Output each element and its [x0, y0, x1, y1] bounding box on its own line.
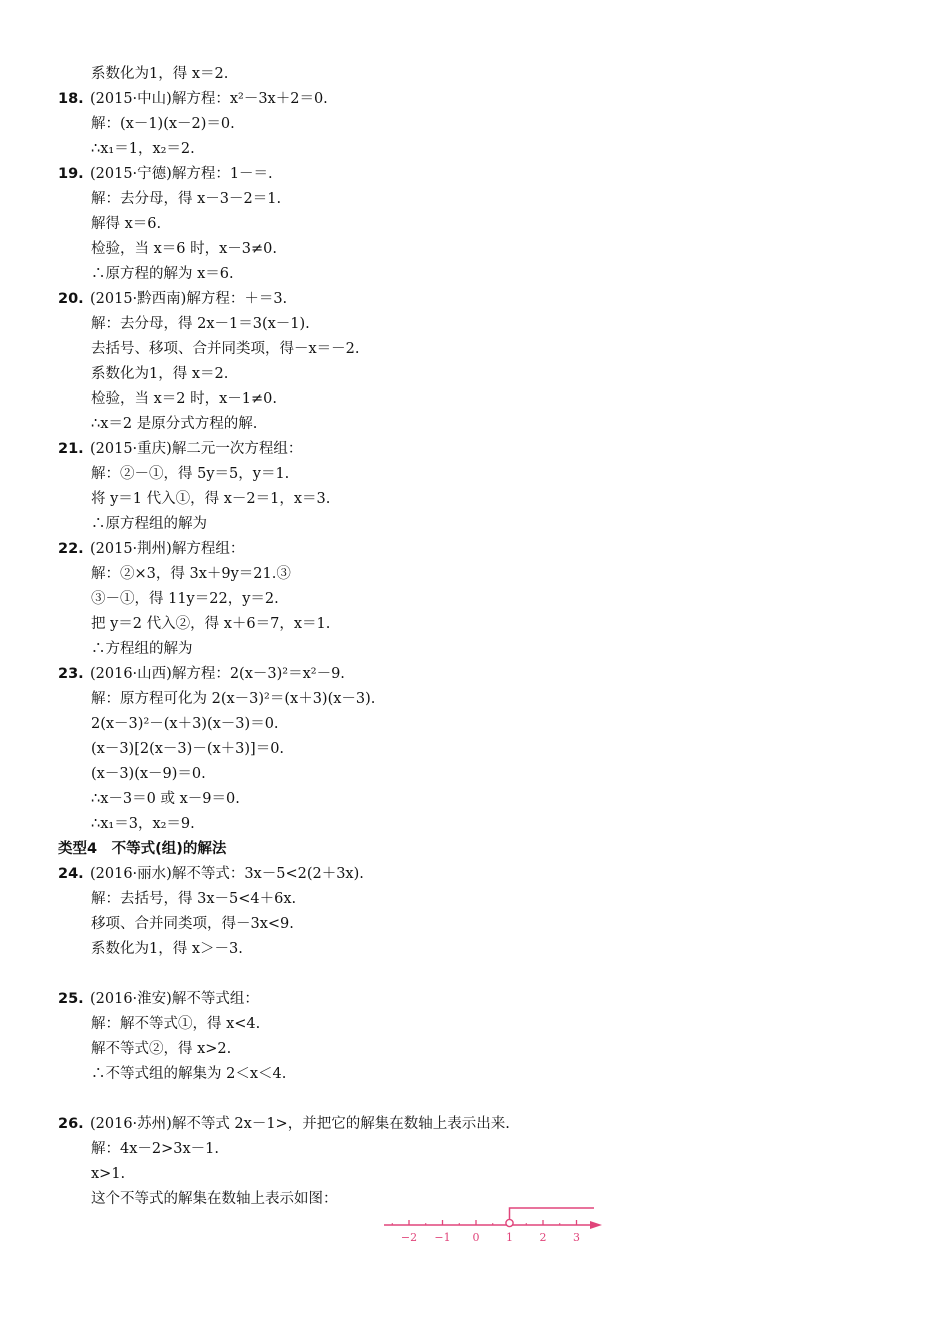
- problem-number: 25.: [58, 991, 84, 1007]
- problem-statement: (2015·荆州)解方程组：: [90, 541, 245, 557]
- problem-number: 18.: [58, 91, 84, 107]
- solution-line: ∴方程组的解为: [91, 641, 193, 657]
- solution-line: (x－3)(x－9)＝0.: [91, 766, 206, 782]
- solution-line: ∴x₁＝1，x₂＝2.: [91, 141, 195, 157]
- solution-line: 解：②×3，得 3x＋9y＝21.③: [91, 566, 291, 582]
- problem-number: 21.: [58, 441, 84, 457]
- solution-line: 系数化为1，得 x＝2.: [91, 366, 229, 382]
- solution-line: 系数化为1，得 x＞－3.: [91, 941, 243, 957]
- solution-line: 解：去分母，得 x－3－2＝1.: [91, 191, 282, 207]
- solution-line: 移项、合并同类项，得－3x<9.: [91, 916, 294, 932]
- solution-line: 检验，当 x＝2 时，x－1≠0.: [91, 391, 278, 407]
- solution-line: ∴原方程组的解为: [91, 516, 207, 532]
- solution-line: ∴x－3＝0 或 x－9＝0.: [91, 791, 240, 807]
- solution-line: 检验，当 x＝6 时，x－3≠0.: [91, 241, 278, 257]
- problem-statement: (2016·山西)解方程：2(x－3)²＝x²－9.: [90, 666, 345, 682]
- problem-number: 20.: [58, 291, 84, 307]
- solution-set-ray: [510, 1208, 595, 1220]
- tick-label: −1: [434, 1231, 451, 1244]
- open-circle-marker: [506, 1219, 513, 1226]
- tick-label: 0: [472, 1231, 480, 1244]
- problem-statement: (2015·重庆)解二元一次方程组：: [90, 441, 303, 457]
- problem-statement: (2016·淮安)解不等式组：: [90, 991, 259, 1007]
- solution-line: 将 y＝1 代入①，得 x－2＝1，x＝3.: [91, 491, 331, 507]
- solution-line: 解：去分母，得 2x－1＝3(x－1).: [91, 316, 310, 332]
- axis-arrow: [590, 1221, 602, 1229]
- problem-number: 24.: [58, 866, 84, 882]
- section-heading: 类型4 不等式(组)的解法: [58, 841, 227, 857]
- solution-line: 系数化为1，得 x＝2.: [91, 66, 229, 82]
- solution-line: ③－①，得 11y＝22，y＝2.: [91, 591, 279, 607]
- problem-number: 19.: [58, 166, 84, 182]
- solution-line: 去括号、移项、合并同类项，得－x＝－2.: [91, 341, 360, 357]
- solution-line: (x－3)[2(x－3)－(x＋3)]＝0.: [91, 741, 285, 757]
- solution-line: x>1.: [91, 1166, 126, 1182]
- solution-line: 解得 x＝6.: [91, 216, 162, 232]
- problem-statement: (2016·苏州)解不等式 2x－1>，并把它的解集在数轴上表示出来.: [90, 1116, 510, 1132]
- problem-number: 22.: [58, 541, 84, 557]
- solution-line: 解不等式②，得 x>2.: [91, 1041, 232, 1057]
- tick-label: −2: [400, 1231, 418, 1244]
- tick-label: 3: [573, 1231, 580, 1244]
- solution-line: ∴x₁＝3，x₂＝9.: [91, 816, 195, 832]
- solution-line: 2(x－3)²－(x＋3)(x－3)＝0.: [91, 716, 279, 732]
- solution-line: 解：②－①，得 5y＝5，y＝1.: [91, 466, 290, 482]
- tick-label: 2: [539, 1231, 547, 1244]
- problem-statement: (2015·黔西南)解方程：＋＝3.: [90, 291, 288, 307]
- problem-statement: (2015·中山)解方程：x²－3x＋2＝0.: [90, 91, 328, 107]
- problem-number: 26.: [58, 1116, 84, 1132]
- problem-statement: (2016·丽水)解不等式：3x－5<2(2＋3x).: [90, 866, 364, 882]
- solution-line: 解：解不等式①，得 x<4.: [91, 1016, 261, 1032]
- solution-line: 解：原方程可化为 2(x－3)²＝(x＋3)(x－3).: [91, 691, 376, 707]
- tick-label: 1: [506, 1231, 513, 1244]
- solution-line: ∴x＝2 是原分式方程的解.: [91, 416, 258, 432]
- solution-line: ∴原方程的解为 x＝6.: [91, 266, 234, 282]
- solution-line: 这个不等式的解集在数轴上表示如图：: [91, 1191, 338, 1207]
- problem-statement: (2015·宁德)解方程：1－＝.: [90, 166, 273, 182]
- solution-line: ∴不等式组的解集为 2＜x＜4.: [91, 1066, 287, 1082]
- solution-line: 解：去括号，得 3x－5<4＋6x.: [91, 891, 297, 907]
- solution-line: 解：4x－2>3x－1.: [91, 1141, 220, 1157]
- solution-line: 把 y＝2 代入②，得 x＋6＝7，x＝1.: [91, 616, 331, 632]
- number-line-figure: [378, 1200, 618, 1248]
- solution-line: 解：(x－1)(x－2)＝0.: [91, 116, 235, 132]
- problem-number: 23.: [58, 666, 84, 682]
